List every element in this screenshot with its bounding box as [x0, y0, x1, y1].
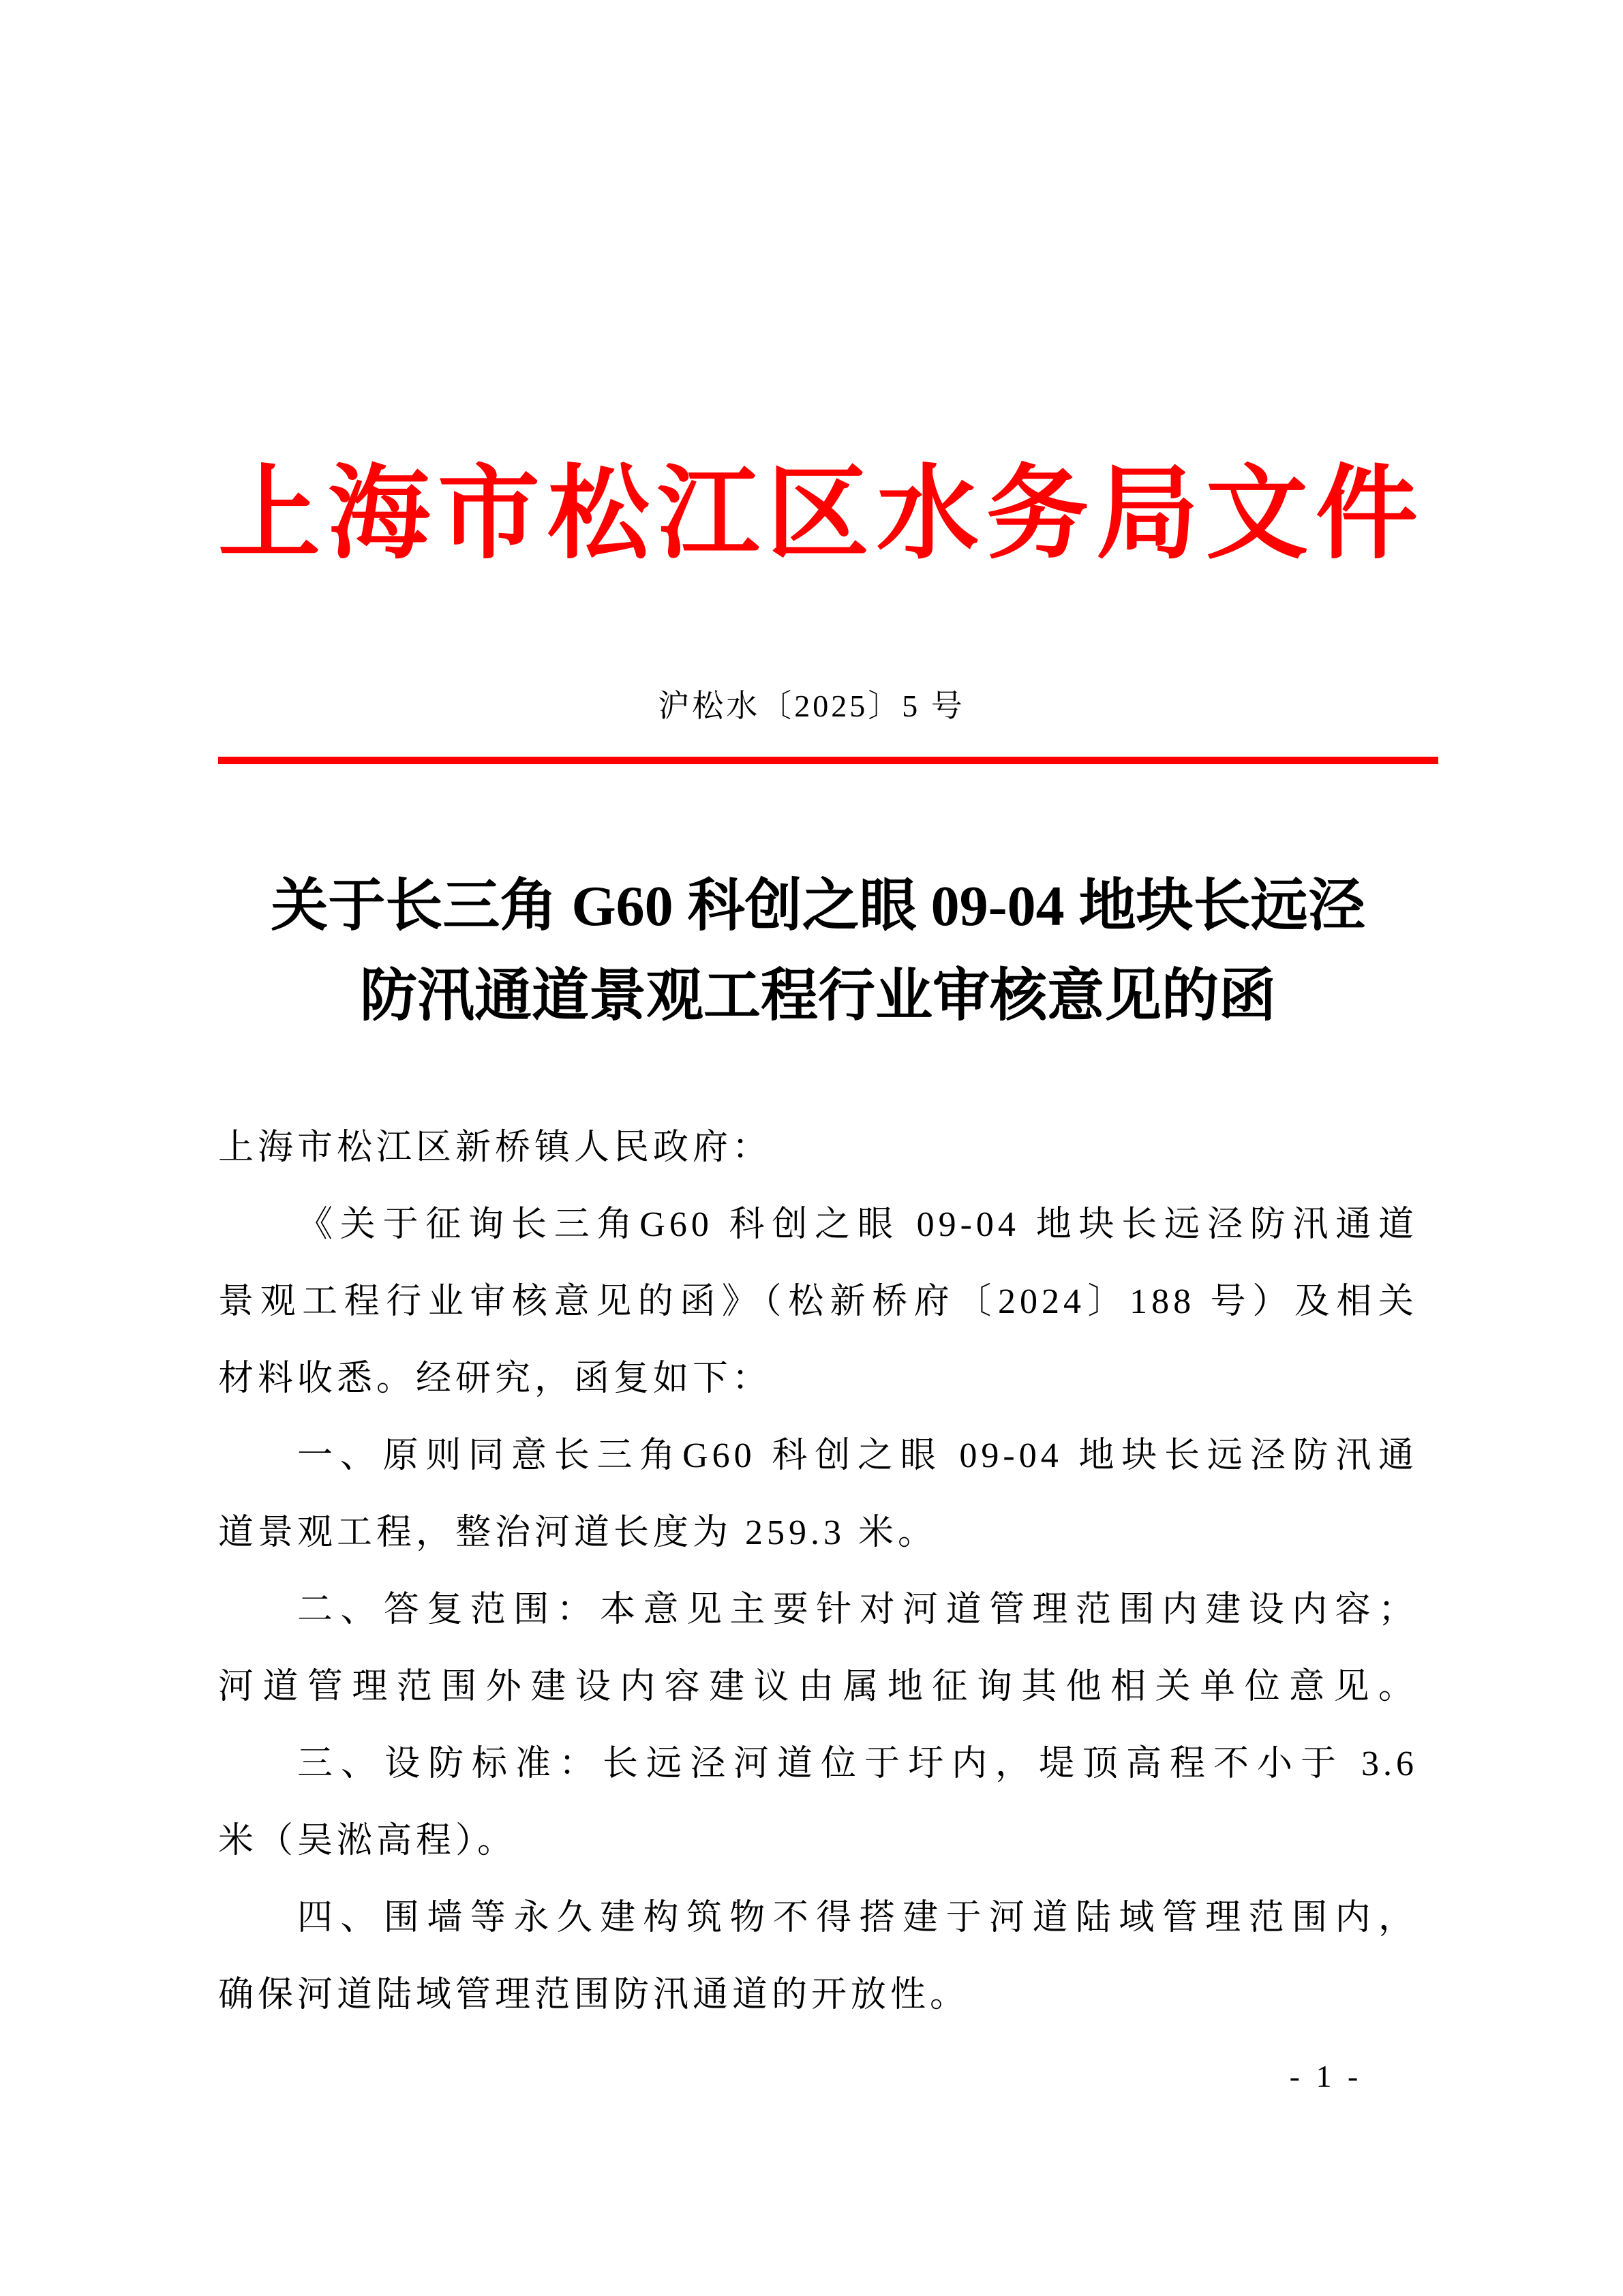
document-title-line2: 防汛通道景观工程行业审核意见的函: [359, 965, 1276, 1028]
document-number: 沪松水〔2025〕5 号: [658, 689, 965, 723]
body-line: 米（吴淞高程）。: [218, 1822, 517, 1860]
page-number: - 1 -: [1289, 2059, 1363, 2094]
red-divider-line: [218, 757, 1438, 764]
body-line: 三、设防标准：长远泾河道位于圩内，堤顶高程不小于 3.6: [297, 1744, 1418, 1783]
body-line-salutation: 上海市松江区新桥镇人民政府：: [218, 1128, 772, 1167]
body-line: 确保河道陆域管理范围防汛通道的开放性。: [218, 1976, 970, 2014]
body-line: 材料收悉。经研究，函复如下：: [218, 1359, 772, 1398]
body-line: 道景观工程，整治河道长度为 259.3 米。: [218, 1513, 938, 1552]
body-line: 四、围墙等永久建构筑物不得搭建于河道陆域管理范围内，: [297, 1899, 1418, 1937]
body-line: 河道管理范围外建设内容建议由属地征询其他相关单位意见。: [218, 1667, 1418, 1706]
body-line: 一、原则同意长三角G60 科创之眼 09-04 地块长远泾防汛通: [297, 1436, 1418, 1475]
document-body: [218, 1109, 1418, 2034]
document-title: [218, 862, 1418, 1042]
agency-header-title: 上海市松江区水务局文件: [218, 458, 1418, 571]
body-line: 《关于征询长三角G60 科创之眼 09-04 地块长远泾防汛通道: [297, 1205, 1418, 1244]
body-line: 景观工程行业审核意见的函》（松新桥府〔2024〕188 号）及相关: [218, 1282, 1418, 1321]
body-line: 二、答复范围：本意见主要针对河道管理范围内建设内容；: [297, 1590, 1418, 1629]
document-title-line1: 关于长三角 G60 科创之眼 09-04 地块长远泾: [271, 875, 1365, 938]
